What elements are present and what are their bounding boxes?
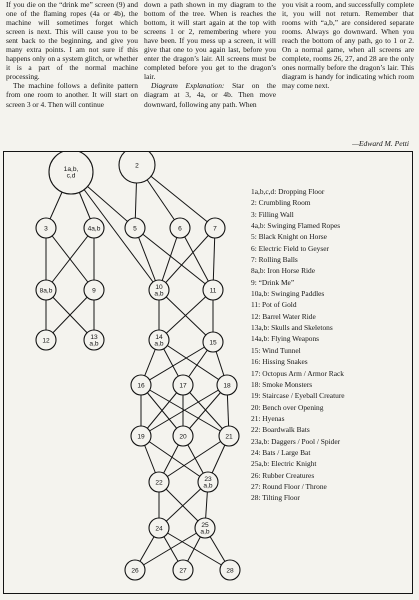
legend-entry: 16: Hissing Snakes (251, 357, 308, 367)
legend-entry: 22: Boardwalk Bats (251, 425, 310, 435)
room-node-label: 3 (44, 225, 48, 233)
room-node-label: 10 (155, 284, 163, 291)
room-node (173, 375, 193, 395)
room-node (131, 426, 151, 446)
path-edge (159, 228, 215, 290)
legend-entry: 13a,b: Skulls and Skeletons (251, 323, 333, 333)
room-node (36, 330, 56, 350)
legend-entry: 19: Staircase / Eyeball Creature (251, 391, 345, 401)
room-node (149, 472, 169, 492)
legend-entry: 2: Crumbling Room (251, 198, 311, 208)
room-node-label: 19 (137, 433, 145, 441)
article-column-2 (144, 0, 276, 148)
room-node-label: 8a,b (39, 287, 53, 295)
room-node-label: 27 (179, 567, 187, 575)
diagram-explanation-heading: Diagram Explanation: (151, 81, 225, 91)
room-node-label: 17 (179, 382, 187, 390)
room-legend (251, 186, 411, 504)
legend-entry: 20: Bench over Opening (251, 402, 324, 412)
legend-entry: 4a,b: Swinging Flamed Ropes (251, 221, 341, 231)
room-node-label: c,d (66, 172, 76, 180)
room-node (36, 218, 56, 238)
article-column-3 (282, 0, 414, 148)
legend-entry: 18: Smoke Monsters (251, 379, 313, 389)
room-node (149, 280, 169, 300)
legend-entry: 26: Rubber Creatures (251, 470, 315, 480)
room-node-label: 4a,b (87, 225, 101, 233)
room-node-label: 15 (209, 339, 217, 347)
room-node-label: 18 (223, 382, 231, 390)
room-node-label: 22 (155, 479, 163, 487)
room-node-label: 14 (155, 334, 163, 341)
room-node (36, 280, 56, 300)
diagram-explanation-text: Star on the diagram at 3, 4a, or 4b. Then move downward, following any path. When (144, 81, 276, 109)
room-node-label: 21 (225, 433, 233, 441)
room-node (84, 280, 104, 300)
room-node-label: a,b (154, 340, 164, 348)
paragraph (144, 81, 276, 108)
room-node-label: 13 (90, 334, 98, 341)
legend-entry: 23a,b: Daggers / Pool / Spider (251, 436, 341, 446)
room-node-label: 1a,b, (63, 166, 79, 173)
paragraph: down a path shown in my diagram to the bottom of the tree. When is reaches the bottom, it will start again at the top with screens 1 or 2, remembering where you have been. If you mess up a screen, it will give that one to you again last, before you enter the dragon’s lair. All screens must be completed before you get to the dragon’s lair. (144, 0, 276, 82)
room-node (205, 218, 225, 238)
legend-entry: 15: Wind Tunnel (251, 345, 301, 355)
room-node (119, 152, 155, 183)
legend-entry: 14a,b: Flying Weapons (251, 334, 320, 344)
room-node-label: 5 (133, 225, 137, 233)
legend-entry: 17: Octopus Arm / Armor Rack (251, 368, 344, 378)
room-node-label: 23 (204, 476, 212, 483)
room-node-label: 24 (155, 525, 163, 533)
author-signature: —Edward M. Petti (352, 139, 409, 148)
room-node-label: 6 (178, 225, 182, 233)
legend-entry: 3: Filling Wall (251, 209, 294, 219)
room-node (217, 375, 237, 395)
room-node (203, 280, 223, 300)
room-node-label: a,b (200, 528, 210, 536)
legend-entry: 8a,b: Iron Horse Ride (251, 266, 316, 276)
legend-entry: 10a,b: Swinging Paddles (251, 289, 325, 299)
article-column-1 (6, 0, 138, 148)
room-node (49, 152, 93, 194)
room-node-label: 9 (92, 287, 96, 295)
room-node-label: a,b (203, 482, 213, 490)
legend-entry: 1a,b,c,d: Dropping Floor (251, 187, 325, 196)
room-node (198, 472, 218, 492)
room-node-label: 28 (226, 567, 234, 575)
legend-entry: 11: Pot of Gold (251, 300, 297, 310)
room-node-label: 12 (42, 337, 50, 345)
room-node (170, 218, 190, 238)
room-node (125, 218, 145, 238)
paragraph: If you die on the “drink me” screen (9) and one of the flaming ropes (4a or 4b), the machine will sometimes forget which screen is next. This will cause you to be sent back to the beginning, and give you many extra points. I am not sure if this happens only on a system glitch, or whether it is a part of the normal machine processing. (6, 0, 138, 82)
room-node (220, 560, 240, 580)
legend-entry: 5: Black Knight on Horse (251, 232, 327, 242)
legend-entry: 21: Hyenas (251, 413, 285, 423)
room-node (131, 375, 151, 395)
room-node (84, 218, 104, 238)
legend-entry: 27: Round Floor / Throne (251, 481, 327, 491)
room-node (173, 560, 193, 580)
room-node-label: 26 (131, 567, 139, 575)
legend-entry: 25a,b: Electric Knight (251, 459, 317, 469)
room-node (149, 518, 169, 538)
room-node-label: 7 (213, 225, 217, 233)
room-node (125, 560, 145, 580)
paragraph: you visit a room, and successfully complete it, you will not return. Remember that rooms with “a,b,” are considered separate rooms. Always go downward. When you reach the bottom of any path, go to 1 or 2. On a normal game, when all screens are complete, rooms 26, 27, and 28 are the only ones normally before the dragon’s lair. This diagram is handy for indicating which room may come next. (282, 0, 414, 91)
legend-entry: 9: “Drink Me” (251, 277, 295, 287)
legend-entry: 7: Rolling Balls (251, 255, 298, 265)
room-node (203, 332, 223, 352)
room-node-label: a,b (89, 340, 99, 348)
room-node (173, 426, 193, 446)
room-node (149, 330, 169, 350)
room-node-label: 16 (137, 382, 145, 390)
room-node (195, 518, 215, 538)
article-text (6, 0, 414, 148)
legend-entry: 28: Tilting Floor (251, 493, 300, 503)
room-node-label: 25 (201, 522, 209, 529)
room-node-label: 20 (179, 433, 187, 441)
legend-entry: 6: Electric Field to Geyser (251, 243, 329, 253)
room-node (219, 426, 239, 446)
room-node (84, 330, 104, 350)
room-node-label: a,b (154, 290, 164, 298)
room-node-label: 2 (135, 162, 139, 170)
paragraph: The machine follows a definite pattern from one room to another. It will start on screen 3 or 4. Then will continue (6, 81, 138, 109)
legend-entry: 12: Barrel Water Ride (251, 311, 316, 321)
room-node-label: 11 (209, 287, 217, 295)
legend-entry: 24: Bats / Large Bat (251, 447, 311, 457)
